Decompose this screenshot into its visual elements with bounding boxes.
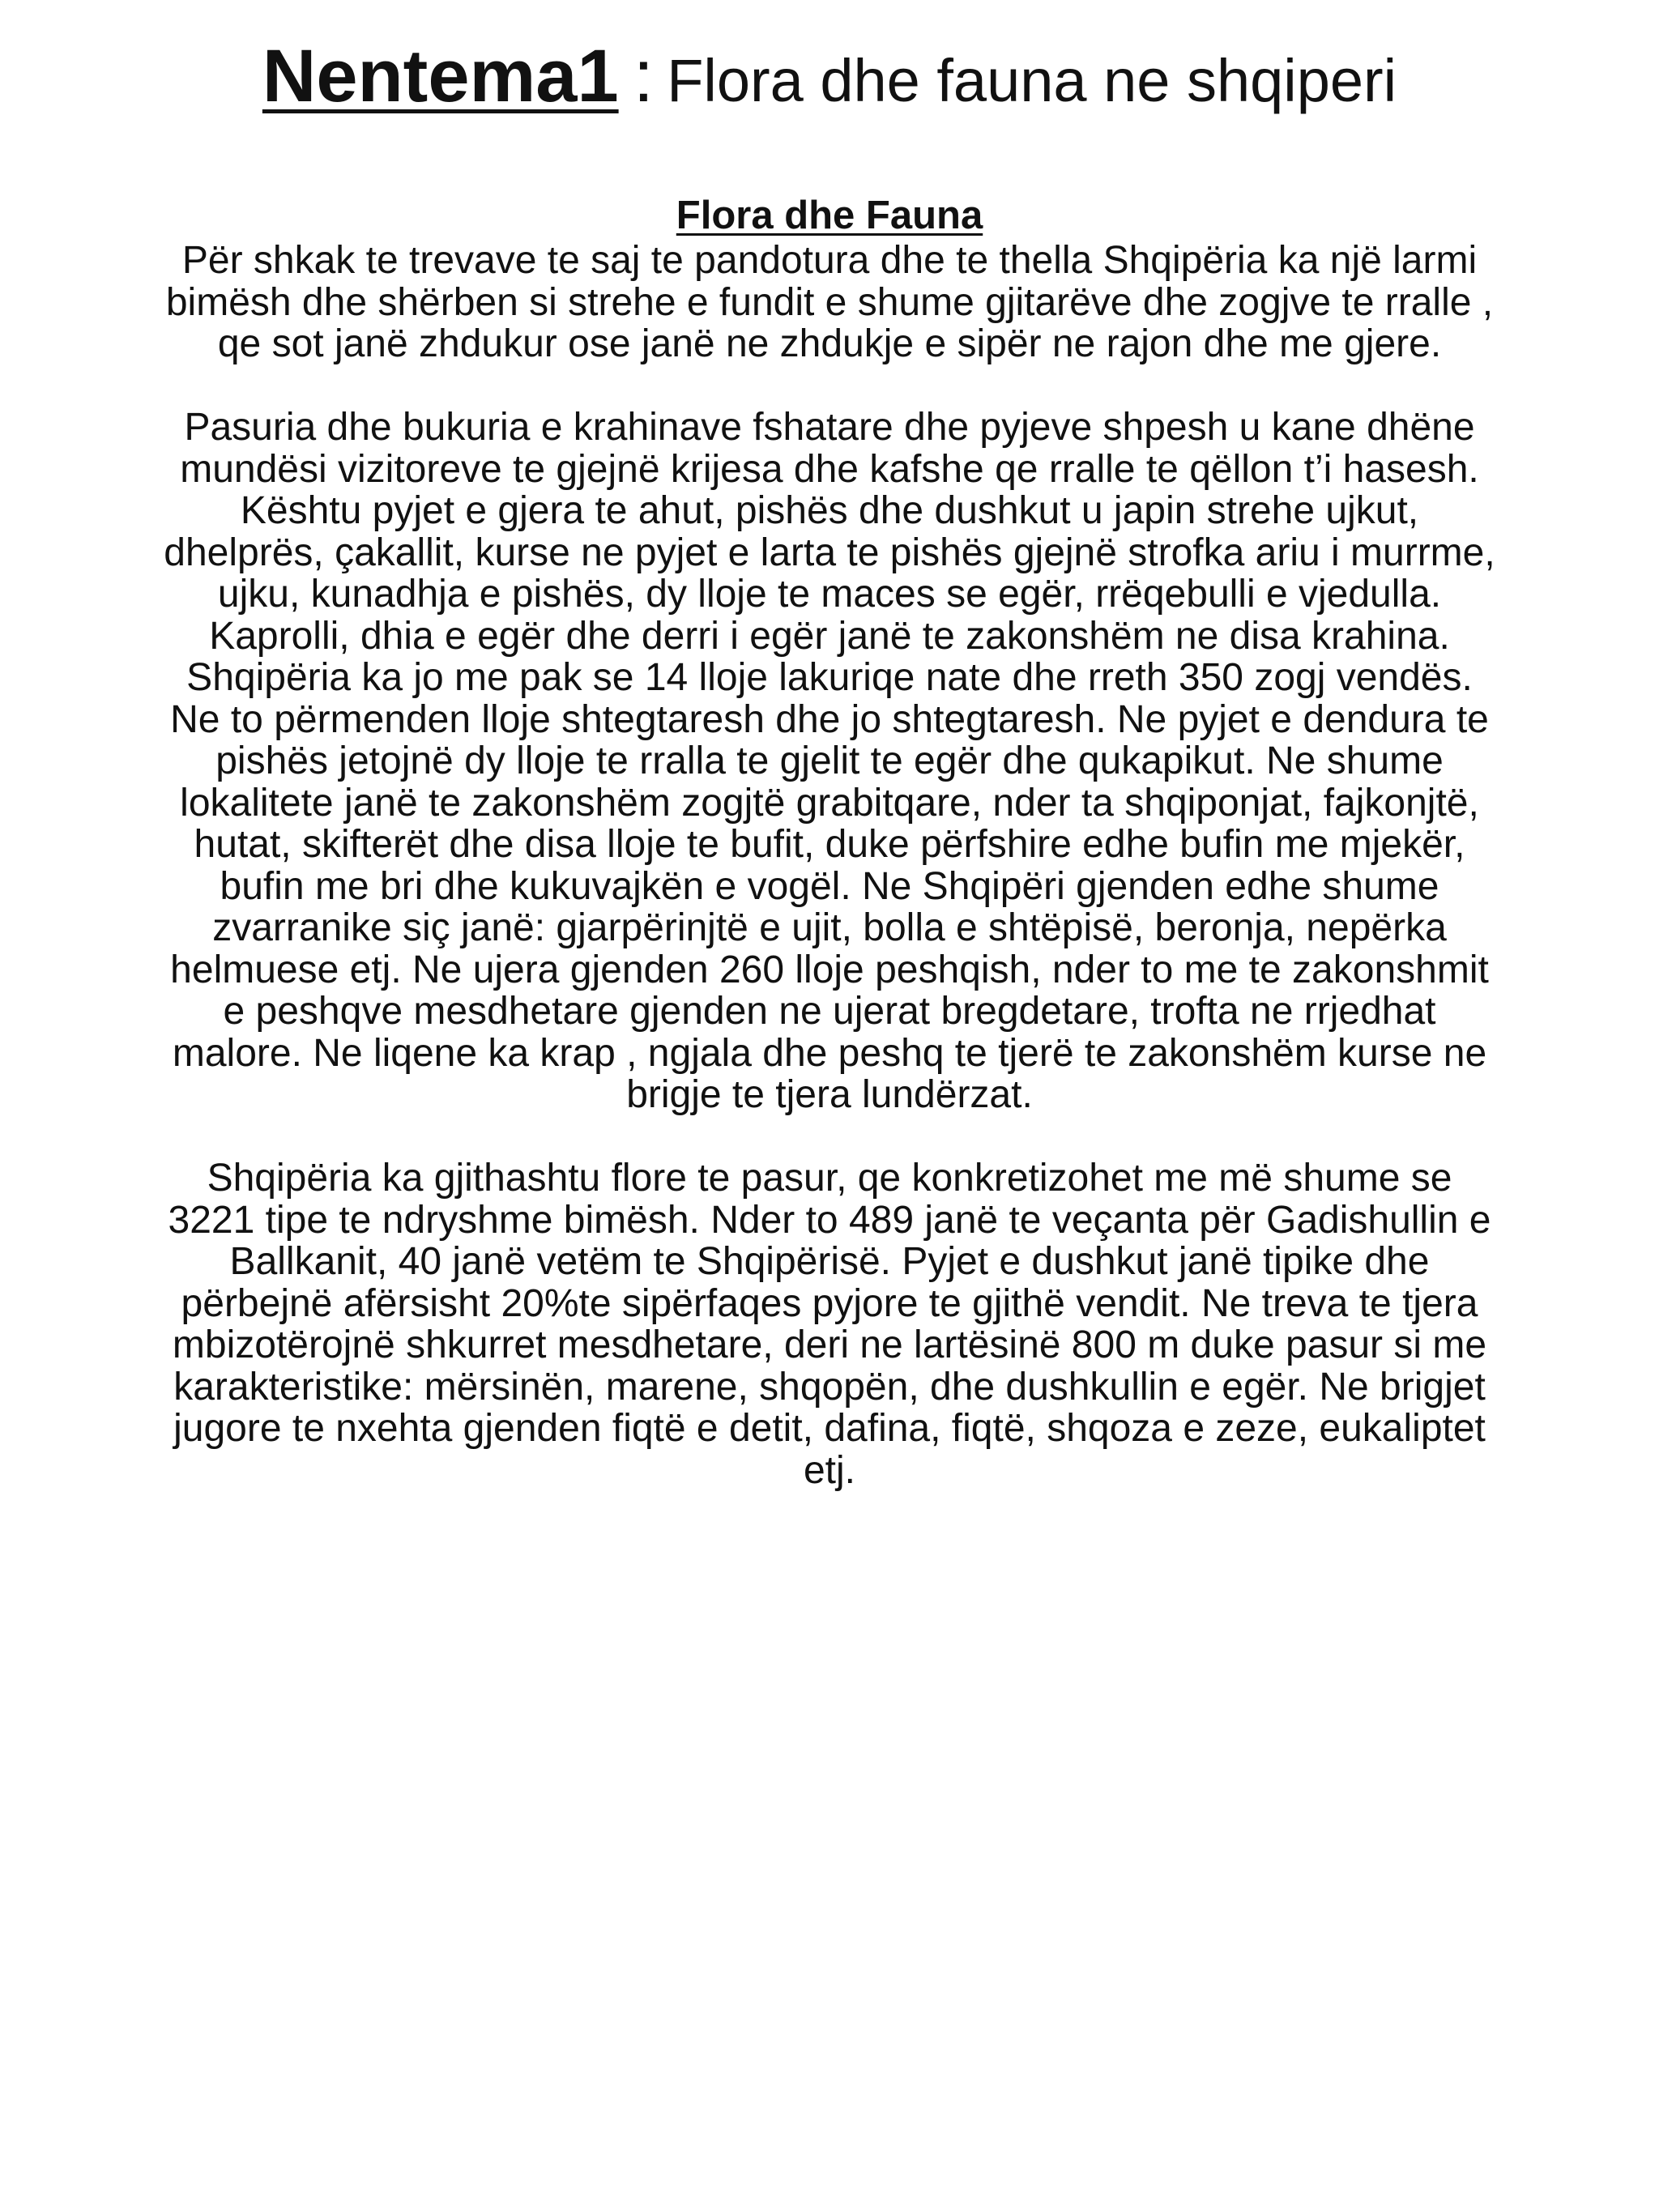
section-heading: Flora dhe Fauna: [676, 194, 983, 237]
title-colon: :: [633, 35, 655, 117]
title-subject: Flora dhe fauna ne shqiperi: [667, 47, 1397, 114]
article-body: [162, 191, 1497, 1491]
paragraph-spacer: [162, 365, 1497, 407]
paragraph-birds-reptiles-fish: Shqipëria ka jo me pak se 14 lloje lakuriqe nate dhe rreth 350 zogj vendës. Ne to përmenden lloje shtegtaresh dhe jo shtegtaresh. Ne pyjet e dendura te pishës jetojnë dy lloje te rralla te gjelit te egër dhe qukapikut. Ne shume lokalitete janë te zakonshëm zogjtë grabitqare, nder ta shqiponjat, fajkonjtë, hutat, skifterët dhe disa lloje te bufit, duke përfshire edhe bufin me mjekër, bufin me bri dhe kukuvajkën e vogël. Ne Shqipëri gjenden edhe shume zvarranike siç janë: gjarpërinjtë e ujit, bolla e shtëpisë, beronja, nepërka helmuese etj. Ne ujera gjenden 260 lloje peshqish, nder to me te zakonshmit e peshqve mesdhetare gjenden ne ujerat bregdetare, trofta ne rrjedhat malore. Ne liqene ka krap , ngjala dhe peshq te tjerë te zakonshëm kurse ne brigje te tjera lundërzat.: [170, 656, 1489, 1116]
paragraph-game-animals: Kaprolli, dhia e egër dhe derri i egër janë te zakonshëm ne disa krahina.: [209, 614, 1450, 658]
title-topic-label: Nentema1: [262, 35, 619, 117]
page-title: [0, 34, 1659, 120]
paragraph-intro: Për shkak te trevave te saj te pandotura dhe te thella Shqipëria ka një larmi bimësh dhe shërben si strehe e fundit e shume gjitarëve dhe zogjve te rralle , qe sot janë zhdukur ose janë ne zhdukje e sipër ne rajon dhe me gjere.: [165, 239, 1494, 365]
paragraph-spacer: [162, 1116, 1497, 1158]
paragraph-wildlife: Pasuria dhe bukuria e krahinave fshatare dhe pyjeve shpesh u kane dhëne mundësi vizitoreve te gjejnë krijesa dhe kafshe qe rralle te qëllon t’i hasesh. Kështu pyjet e gjera te ahut, pishës dhe dushkut u japin strehe ujkut, dhelprës, çakallit, kurse ne pyjet e larta te pishës gjejnë strofka ariu i murrme, ujku, kunadhja e pishës, dy lloje te maces se egër, rrëqebulli e vjedulla.: [164, 406, 1495, 616]
paragraph-flora: Shqipëria ka gjithashtu flore te pasur, qe konkretizohet me më shume se 3221 tipe te ndryshme bimësh. Nder to 489 janë te veçanta për Gadishullin e Ballkanit, 40 janë vetëm te Shqipërisë. Pyjet e dushkut janë tipike dhe përbejnë afërsisht 20%te sipërfaqes pyjore te gjithë vendit. Ne treva te tjera mbizotërojnë shkurret mesdhetare, deri ne lartësinë 800 m duke pasur si me karakteristike: mërsinën, marene, shqopën, dhe dushkullin e egër. Ne brigjet jugore te nxehta gjenden fiqtë e detit, dafina, fiqtë, shqoza e zeze, eukaliptet etj.: [168, 1157, 1491, 1492]
